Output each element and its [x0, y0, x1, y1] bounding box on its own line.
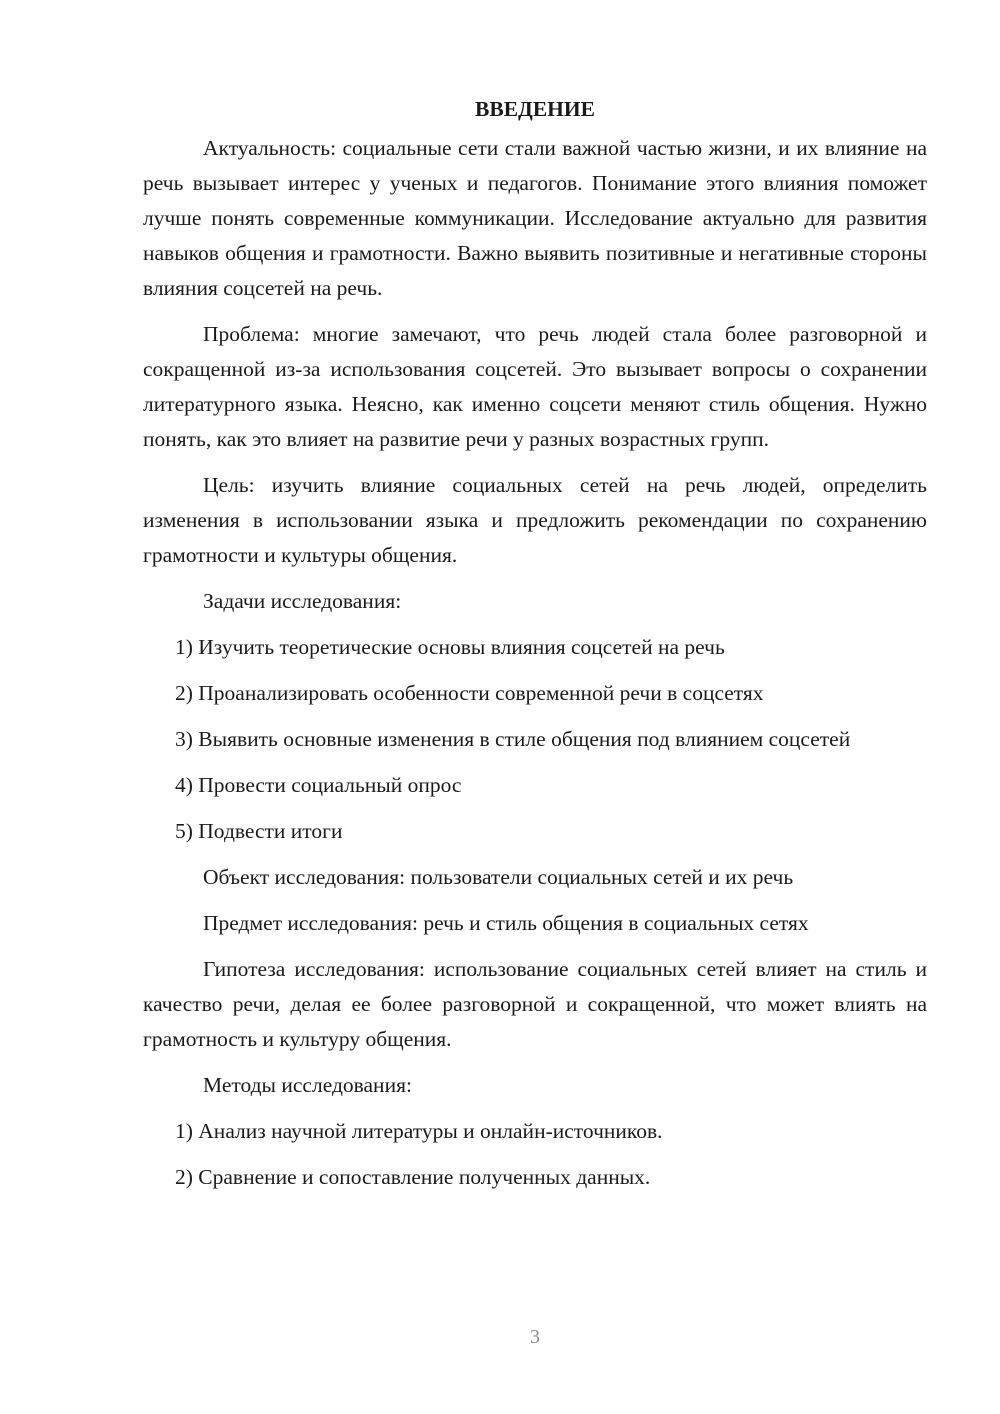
- method-item: 2) Сравнение и сопоставление полученных данных.: [175, 1165, 651, 1189]
- relevance-paragraph: Актуальность: социальные сети стали важной частью жизни, и их влияние на речь вызывает интерес у ученых и педагогов. Понимание этого влияния поможет лучше понять современные коммуникации. Исследование актуально для развития навыков общения и грамотности. Важно выявить позитивные и негативные стороны влияния соцсетей на речь.: [143, 136, 927, 300]
- task-item: 3) Выявить основные изменения в стиле общения под влиянием соцсетей: [175, 727, 851, 751]
- object-paragraph: Объект исследования: пользователи социальных сетей и их речь: [203, 865, 794, 889]
- problem-paragraph: Проблема: многие замечают, что речь людей стала более разговорной и сокращенной из-за использования соцсетей. Это вызывает вопросы о сохранении литературного языка. Неясно, как именно соцсети меняют стиль общения. Нужно понять, как это влияет на развитие речи у разных возрастных групп.: [143, 322, 927, 451]
- goal-paragraph: Цель: изучить влияние социальных сетей на речь людей, определить изменения в использовании языка и предложить рекомендации по сохранению грамотности и культуры общения.: [143, 473, 927, 567]
- page-content: [143, 92, 927, 1206]
- task-item: 4) Провести социальный опрос: [175, 773, 462, 797]
- tasks-heading: Задачи исследования:: [203, 589, 402, 613]
- tasks-list: [143, 630, 927, 849]
- page-title: ВВЕДЕНИЕ: [475, 97, 595, 121]
- page-number: 3: [530, 1326, 540, 1348]
- task-item: 1) Изучить теоретические основы влияния соцсетей на речь: [175, 635, 725, 659]
- task-item: 5) Подвести итоги: [175, 819, 343, 843]
- hypothesis-paragraph: Гипотеза исследования: использование социальных сетей влияет на стиль и качество речи, делая ее более разговорной и сокращенной, что может влиять на грамотность и культуру общения.: [143, 957, 927, 1051]
- methods-list: [143, 1114, 927, 1195]
- methods-heading: Методы исследования:: [203, 1073, 412, 1097]
- subject-paragraph: Предмет исследования: речь и стиль общения в социальных сетях: [203, 911, 809, 935]
- method-item: 1) Анализ научной литературы и онлайн-источников.: [175, 1119, 663, 1143]
- task-item: 2) Проанализировать особенности современной речи в соцсетях: [175, 681, 764, 705]
